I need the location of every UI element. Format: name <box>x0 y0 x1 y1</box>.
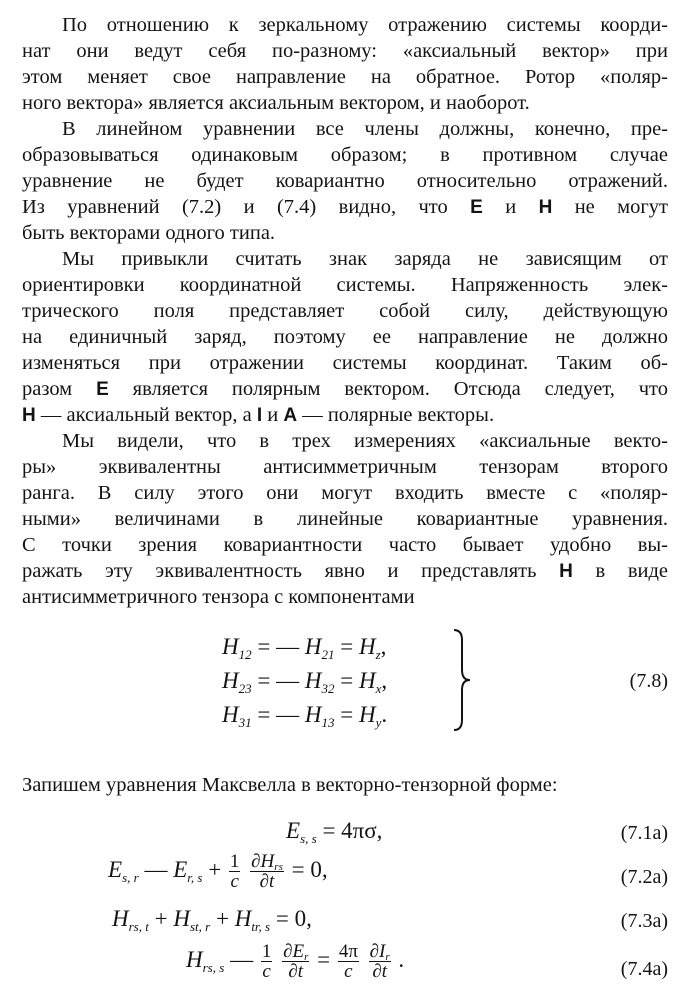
text-segment: разом <box>22 378 97 400</box>
text-line <box>22 402 668 429</box>
fraction-dI-dt: $\frac{\partial I_r}{\partial t}$ <box>369 941 390 982</box>
text-line: ранга. В силу этого они могут входить вместе с «поляр- <box>22 482 668 504</box>
text-line: ры» эквивалентны антисимметричным тензорам второго <box>22 456 668 478</box>
text-segment: ражать эту эквивалентность явно и представлять <box>22 560 560 582</box>
text-line <box>22 194 668 221</box>
vector-symbol: H <box>538 197 553 218</box>
text-segment: и <box>262 404 284 426</box>
vector-symbol: I <box>256 405 263 426</box>
equation-number-7-2a: (7.2a) <box>620 866 668 888</box>
fraction-dE-dt: $\frac{\partial E_r}{\partial t}$ <box>283 941 309 982</box>
system-row-1: $H_{12}$ = — $H_{21} = H_z$, <box>222 634 387 662</box>
equation-number-7-1a: (7.1a) <box>620 822 668 844</box>
right-brace-icon <box>452 628 474 732</box>
fraction-dH-dt: $\frac{\partial H_{rs}}{\partial t}$ <box>251 851 283 892</box>
text-segment: не могут <box>552 196 668 218</box>
fraction-1-over-c: $\frac{1}{c}$ <box>229 851 240 892</box>
vector-symbol: H <box>22 405 36 426</box>
fraction-4pi-over-c: $\frac{4\pi}{c}$ <box>338 941 358 982</box>
equation-number-7-8: (7.8) <box>629 670 668 692</box>
system-row-3: $H_{31}$ = — $H_{13} = H_y$. <box>222 702 388 730</box>
text-line: трического поля представляет собой силу, действующую <box>22 300 668 322</box>
text-segment: в виде <box>572 560 669 582</box>
text-line: ными» величинами в линейные ковариантные уравнения. <box>22 508 668 530</box>
equation-7-3a-formula: $H_{rs, t} + H_{st, r} + H_{tr, s} = 0$, <box>112 906 312 934</box>
vector-symbol: E <box>96 379 109 400</box>
equation-7-2a-formula: $E_{s, r}$ — $E_{r, s}$ + $\frac{1}{c}$ $\frac{\partial H_{rs}}{\partial t}$ = 0, <box>108 851 328 892</box>
text-line: ного вектора» является аксиальным вектором, и наоборот. <box>22 92 530 114</box>
text-line: уравнение не будет ковариантно относительно отражений. <box>22 170 668 192</box>
text-line: ориентировки координатной системы. Напряженность элек- <box>22 274 668 296</box>
text-line: По отношению к зеркальному отражению системы коорди- <box>62 14 668 36</box>
equation-7-4a-formula: $H_{rs, s}$ — $\frac{1}{c}$ $\frac{\partial E_r}{\partial t}$ = $\frac{4\pi}{c}$ $\frac{\partial I_r}{\partial t}$ . <box>186 941 405 982</box>
text-line: образовываться одинаковым образом; в противном случае <box>22 144 668 166</box>
equation-number-7-4a: (7.4a) <box>620 958 668 980</box>
text-segment: является полярным вектором. Отсюда следует, что <box>108 378 668 400</box>
text-line <box>22 376 668 403</box>
equation-number-7-3a: (7.3a) <box>620 910 668 932</box>
vector-symbol: A <box>283 405 298 426</box>
intro-sentence: Запишем уравнения Максвелла в векторно-тензорной форме: <box>22 774 558 796</box>
text-segment: и <box>482 196 539 218</box>
text-line: изменяться при отражении системы координат. Таким об- <box>22 352 668 374</box>
vector-symbol: E <box>470 197 483 218</box>
text-line: нат они ведут себя по-разному: «аксиальный вектор» при <box>22 40 668 62</box>
text-segment: — полярные векторы. <box>297 404 495 426</box>
text-line: С точки зрения ковариантности часто бывает удобно вы- <box>22 534 668 556</box>
text-line: этом меняет свое направление на обратное. Ротор «поляр- <box>22 66 668 88</box>
text-segment: Из уравнений (7.2) и (7.4) видно, что <box>22 196 471 218</box>
text-line: быть векторами одного типа. <box>22 222 276 244</box>
text-line: Мы видели, что в трех измерениях «аксиальные векто- <box>62 430 668 452</box>
text-segment: — аксиальный вектор, а <box>35 404 257 426</box>
text-line <box>22 558 668 585</box>
text-line: на единичный заряд, поэтому ее направление не должно <box>22 326 668 348</box>
text-line: В линейном уравнении все члены должны, конечно, пре- <box>62 118 668 140</box>
text-line: антисимметричного тензора с компонентами <box>22 586 415 608</box>
system-row-2: $H_{23}$ = — $H_{32} = H_x$, <box>222 668 388 696</box>
equation-7-1a-formula: $E_{s, s} = 4\pi\sigma$, <box>286 818 383 846</box>
fraction-1-over-c: $\frac{1}{c}$ <box>261 941 272 982</box>
vector-symbol: H <box>559 561 573 582</box>
text-line: Мы привыкли считать знак заряда не зависящим от <box>62 248 668 270</box>
